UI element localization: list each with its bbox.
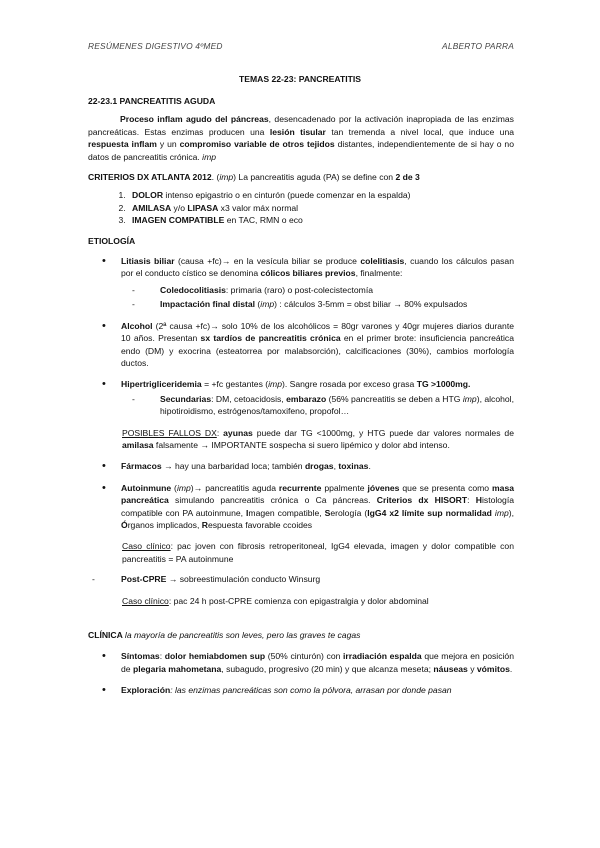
criterio-item: 2. AMILASA y/o LIPASA x3 valor máx normal	[128, 202, 514, 214]
list-item-post-cpre: - Post-CPRE → sobreestimulación conducto Winsurg	[88, 573, 514, 585]
list-item-hipertrigliceridemia: • Hipertrigliceridemia = +fc gestantes (imp). Sangre rosada por exceso grasa TG >1000mg.	[88, 378, 514, 390]
criterio-item: 3. IMAGEN COMPATIBLE en TAC, RMN o eco	[128, 214, 514, 226]
list-item-autoinmune: • Autoinmune (imp)→ pancreatitis aguda recurrente ppalmente jóvenes que se presenta como masa pancreática simulando pancreatitis crónica o Ca páncreas. Criterios dx HISORT: Histología compatible con PA autoinmune, Imagen compatible, Serología (IgG4 x2 límite sup normalidad imp), Órganos implicados, Respuesta favorable ccoides	[88, 482, 514, 532]
section-heading-aguda: 22-23.1 PANCREATITIS AGUDA	[88, 96, 216, 106]
sub-item-coledocolitiasis: - Coledocolitiasis: primaria (raro) o post-colecistectomía	[132, 284, 514, 296]
intro-paragraph: Proceso inflam agudo del páncreas, desencadenado por la activación inapropiada de las enzimas pancreáticas. Estas enzimas producen una lesión tisular tan tremenda a nivel local, que induce una respuesta inflam y un compromiso variable de otros tejidos distantes, independientemente de si hay o no datos de pancreatitis crónica. imp	[88, 114, 514, 162]
note-caso-clinico-2: Caso clínico: pac 24 h post-CPRE comienza con epigastralgia y dolor abdominal	[122, 595, 429, 606]
list-item-exploracion: • Exploración: las enzimas pancreáticas son como la pólvora, arrasan por donde pasan	[88, 684, 514, 696]
sub-item-impactacion: - Impactación final distal (imp) : cálculos 3-5mm = obst biliar → 80% expulsados	[132, 298, 514, 310]
list-item-farmacos: • Fármacos → hay una barbaridad loca; también drogas, toxinas.	[88, 460, 514, 472]
criterios-list	[88, 189, 514, 226]
clinica-heading: CLÍNICA la mayoría de pancreatitis son leves, pero las graves te cagas	[88, 630, 361, 640]
list-item-litiasis: • Litiasis biliar (causa +fc)→ en la vesícula biliar se produce colelitiasis, cuando los cálculos pasan por el conducto cístico se denomina cólicos biliares previos, finalmente:	[88, 255, 514, 280]
list-item-sintomas: • Síntomas: dolor hemiabdomen sup (50% cinturón) con irradiación espalda que mejora en posición de plegaria mahometana, subagudo, progresivo (20 min) y que alcanza meseta; náuseas y vómitos.	[88, 650, 514, 675]
document-title: TEMAS 22-23: PANCREATITIS	[239, 74, 361, 84]
list-item-alcohol: • Alcohol (2ª causa +fc)→ solo 10% de los alcohólicos = 80gr varones y 40gr mujeres diarios durante 10 años. Presentan sx tardíos de pancreatitis crónica en el primer brote: insuficiencia pancreática endo (DM) y exocrina (esteatorrea por malabsorción), calcificaciones (30%), cambios morfología ductos.	[88, 320, 514, 370]
etiologia-heading: ETIOLOGÍA	[88, 235, 136, 246]
etiologia-list	[88, 255, 514, 607]
clinica-list	[88, 650, 514, 696]
header-left: RESÚMENES DIGESTIVO 4ºMED	[88, 41, 223, 51]
sub-item-secundarias: - Secundarias: DM, cetoacidosis, embarazo (56% pancreatitis se deben a HTG imp), alcohol, hipotiroidismo, estrógenos/tamoxifeno, propofol…	[132, 393, 514, 418]
header-right: ALBERTO PARRA	[442, 41, 514, 51]
document-body	[88, 95, 514, 697]
criterios-heading: CRITERIOS DX ATLANTA 2012. (imp) La pancreatitis aguda (PA) se define con 2 de 3	[88, 172, 420, 183]
criterio-item: 1. DOLOR intenso epigastrio o en cinturón (puede comenzar en la espalda)	[128, 189, 514, 201]
note-posibles-fallos: POSIBLES FALLOS DX: ayunas puede dar TG <1000mg, y HTG puede dar valores normales de amilasa falsamente → IMPORTANTE sospecha si suero lipémico y dolor abd intenso.	[122, 427, 514, 450]
note-caso-clinico-1: Caso clínico: pac joven con fibrosis retroperitoneal, IgG4 elevada, imagen y dolor compatible con pancreatitis = PA autoinmune	[122, 541, 514, 564]
